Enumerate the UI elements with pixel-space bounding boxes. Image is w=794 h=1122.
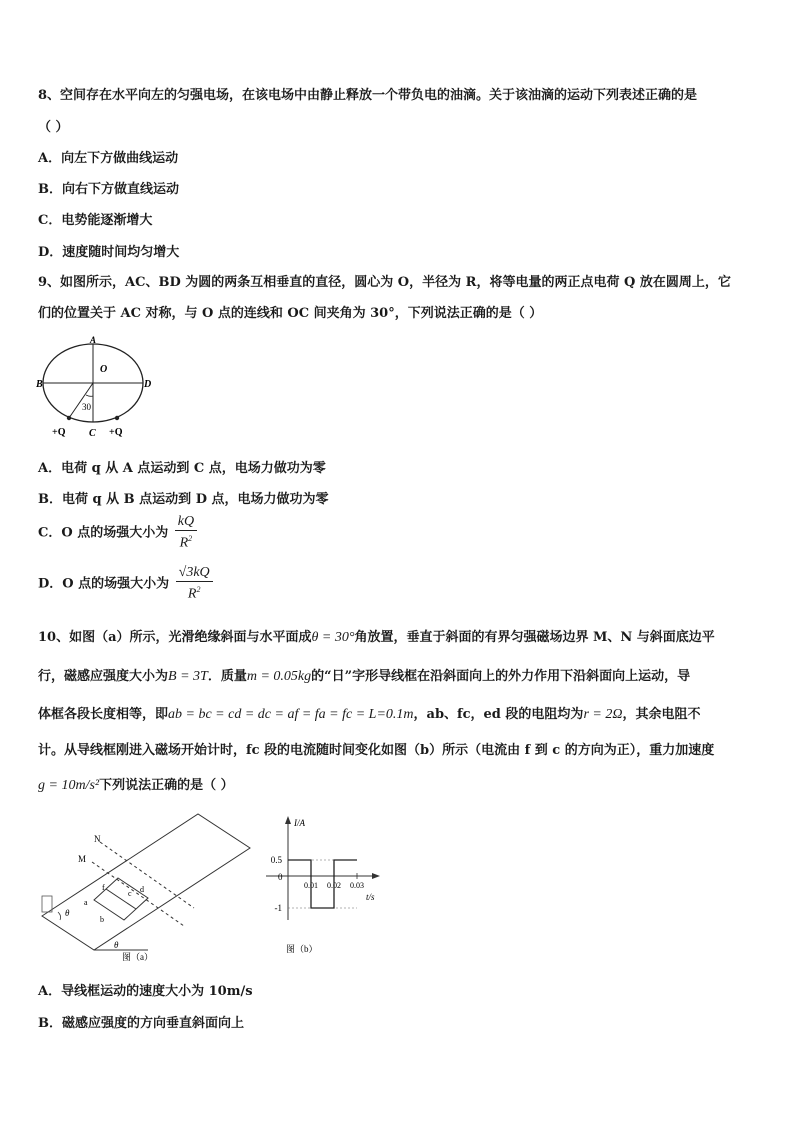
q9-option-d-numerator: √3kQ	[176, 565, 213, 582]
q10-line2-text-c: 的“日”字形导线框在沿斜面向上的外力作用下沿斜面向上运动，导	[311, 669, 691, 684]
boundary-m	[92, 862, 184, 926]
q9-option-c-numerator: kQ	[175, 514, 197, 531]
q9-option-c	[38, 514, 197, 552]
q10-g-expr: g = 10m/s²	[38, 778, 100, 793]
label-m: M	[78, 854, 87, 864]
boundary-n	[100, 842, 194, 908]
q9-option-a: A．电荷 q 从 A 点运动到 C 点，电场力做功为零	[38, 461, 326, 476]
q10-option-a: A．导线框运动的速度大小为 10m/s	[38, 984, 253, 999]
q8-bracket: （ ）	[38, 120, 69, 135]
y-tick-label: 0.5	[270, 855, 282, 865]
q10-line1	[38, 626, 715, 646]
q9-option-c-prefix: C．O 点的场强大小为	[38, 525, 169, 541]
q10-option-b: B．磁感应强度的方向垂直斜面向上	[38, 1016, 244, 1031]
x-axis-label: t/s	[366, 892, 375, 902]
q8-option-a: A．向左下方做曲线运动	[38, 151, 179, 166]
label-d: d	[140, 885, 144, 894]
q10-line5-text-b: 下列说法正确的是（ ）	[99, 778, 234, 793]
q10-theta-expr: θ = 30°	[311, 630, 355, 645]
q9-option-c-denominator: $R^2$	[179, 534, 193, 551]
q9-option-d-den-r: R	[187, 586, 197, 602]
caption-a: 图（a）	[122, 952, 153, 962]
label-theta-2: θ	[114, 940, 119, 950]
q10-line3-text-c: ，其余电阻不	[622, 707, 701, 722]
q9-option-c-den-r: R	[179, 535, 189, 551]
x-tick-label: 0.02	[327, 881, 341, 890]
q10-line5	[38, 774, 234, 794]
q10-b-expr: B = 3T	[168, 669, 208, 684]
y-tick-label: -1	[274, 903, 282, 913]
angle-arc-1	[58, 912, 61, 920]
q10-line1-text-b: 角放置，垂直于斜面的有界匀强磁场边界 M、N 与斜面底边平	[354, 630, 715, 645]
label-d: D	[144, 379, 152, 390]
x-tick-label: 0.01	[304, 881, 318, 890]
q10-line2	[38, 665, 690, 685]
label-theta-1: θ	[65, 908, 70, 918]
q9-option-c-fraction	[175, 514, 197, 552]
q10-line3-text-a: 体框各段长度相等，即	[38, 707, 169, 722]
q9-line2: 们的位置关于 AC 对称，与 O 点的连线和 OC 间夹角为 30°，下列说法正确的是（ ）	[38, 306, 543, 321]
q9-circle-figure	[36, 334, 156, 444]
q10-line3-text-b: ，ab、fc，ed 段的电阻均为	[413, 707, 584, 722]
q10-line1-text-a: 10、如图（a）所示，光滑绝缘斜面与水平面成	[38, 630, 312, 645]
label-o: O	[100, 364, 108, 375]
y-axis-label: I/A	[294, 818, 305, 828]
q10-line2-text-a: 行，磁感应强度大小为	[38, 669, 169, 684]
label-charge-right: +Q	[109, 427, 123, 438]
q10-length-expr: ab = bc = cd = dc = af = fa = fc = L=0.1m	[168, 707, 414, 722]
charge-left-dot	[67, 416, 71, 420]
x-tick-label: 0.03	[350, 881, 364, 890]
x-axis-arrow	[372, 873, 380, 879]
q8-option-d: D．速度随时间均匀增大	[38, 245, 180, 260]
label-angle: 30	[82, 402, 91, 412]
q9-option-b: B．电荷 q 从 B 点运动到 D 点，电场力做功为零	[38, 492, 329, 507]
q10-line2-text-b: ．质量	[207, 669, 247, 684]
incline-plane	[42, 814, 250, 950]
q9-option-d	[38, 565, 213, 603]
label-a: A	[90, 335, 97, 345]
q10-line4: 计。从导线框刚进入磁场开始计时，fc 段的电流随时间变化如图（b）所示（电流由 f 到 c 的方向为正），重力加速度	[38, 743, 715, 758]
q10-line3	[38, 703, 700, 723]
label-f: f	[102, 883, 105, 892]
label-b: b	[100, 915, 104, 924]
q10-figure-a	[38, 808, 258, 963]
angle-arc	[86, 395, 93, 396]
label-c: C	[89, 428, 96, 439]
label-a: a	[84, 898, 88, 907]
q10-figure-b-chart	[238, 812, 388, 957]
q10-m-expr: m = 0.05kg	[246, 669, 312, 684]
q9-option-d-prefix: D．O 点的场强大小为	[38, 576, 170, 592]
q10-r-expr: r = 2Ω	[583, 707, 623, 722]
side-block	[42, 896, 52, 912]
y-axis-arrow	[285, 816, 291, 824]
caption-b: 图（b）	[286, 944, 318, 954]
radius-to-left-charge	[69, 383, 93, 418]
q9-option-d-fraction	[176, 565, 213, 603]
origin-label: 0	[278, 872, 283, 882]
q8-option-b: B．向右下方做直线运动	[38, 182, 179, 197]
q9-line1: 9、如图所示，AC、BD 为圆的两条互相垂直的直径，圆心为 O，半径为 R，将等电量的两正点电荷 Q 放在圆周上，它	[38, 275, 731, 290]
current-series-line	[288, 860, 357, 908]
label-charge-left: +Q	[52, 427, 66, 438]
q8-option-c: C．电势能逐渐增大	[38, 213, 153, 228]
q9-option-d-denominator: $R^2$	[187, 585, 201, 602]
charge-right-dot	[115, 416, 119, 420]
label-b: B	[36, 379, 43, 390]
q8-stem: 8、空间存在水平向左的匀强电场，在该电场中由静止释放一个带负电的油滴。关于该油滴的运动下列表述正确的是	[38, 88, 698, 103]
label-c: c	[128, 889, 132, 898]
label-n: N	[94, 834, 101, 844]
